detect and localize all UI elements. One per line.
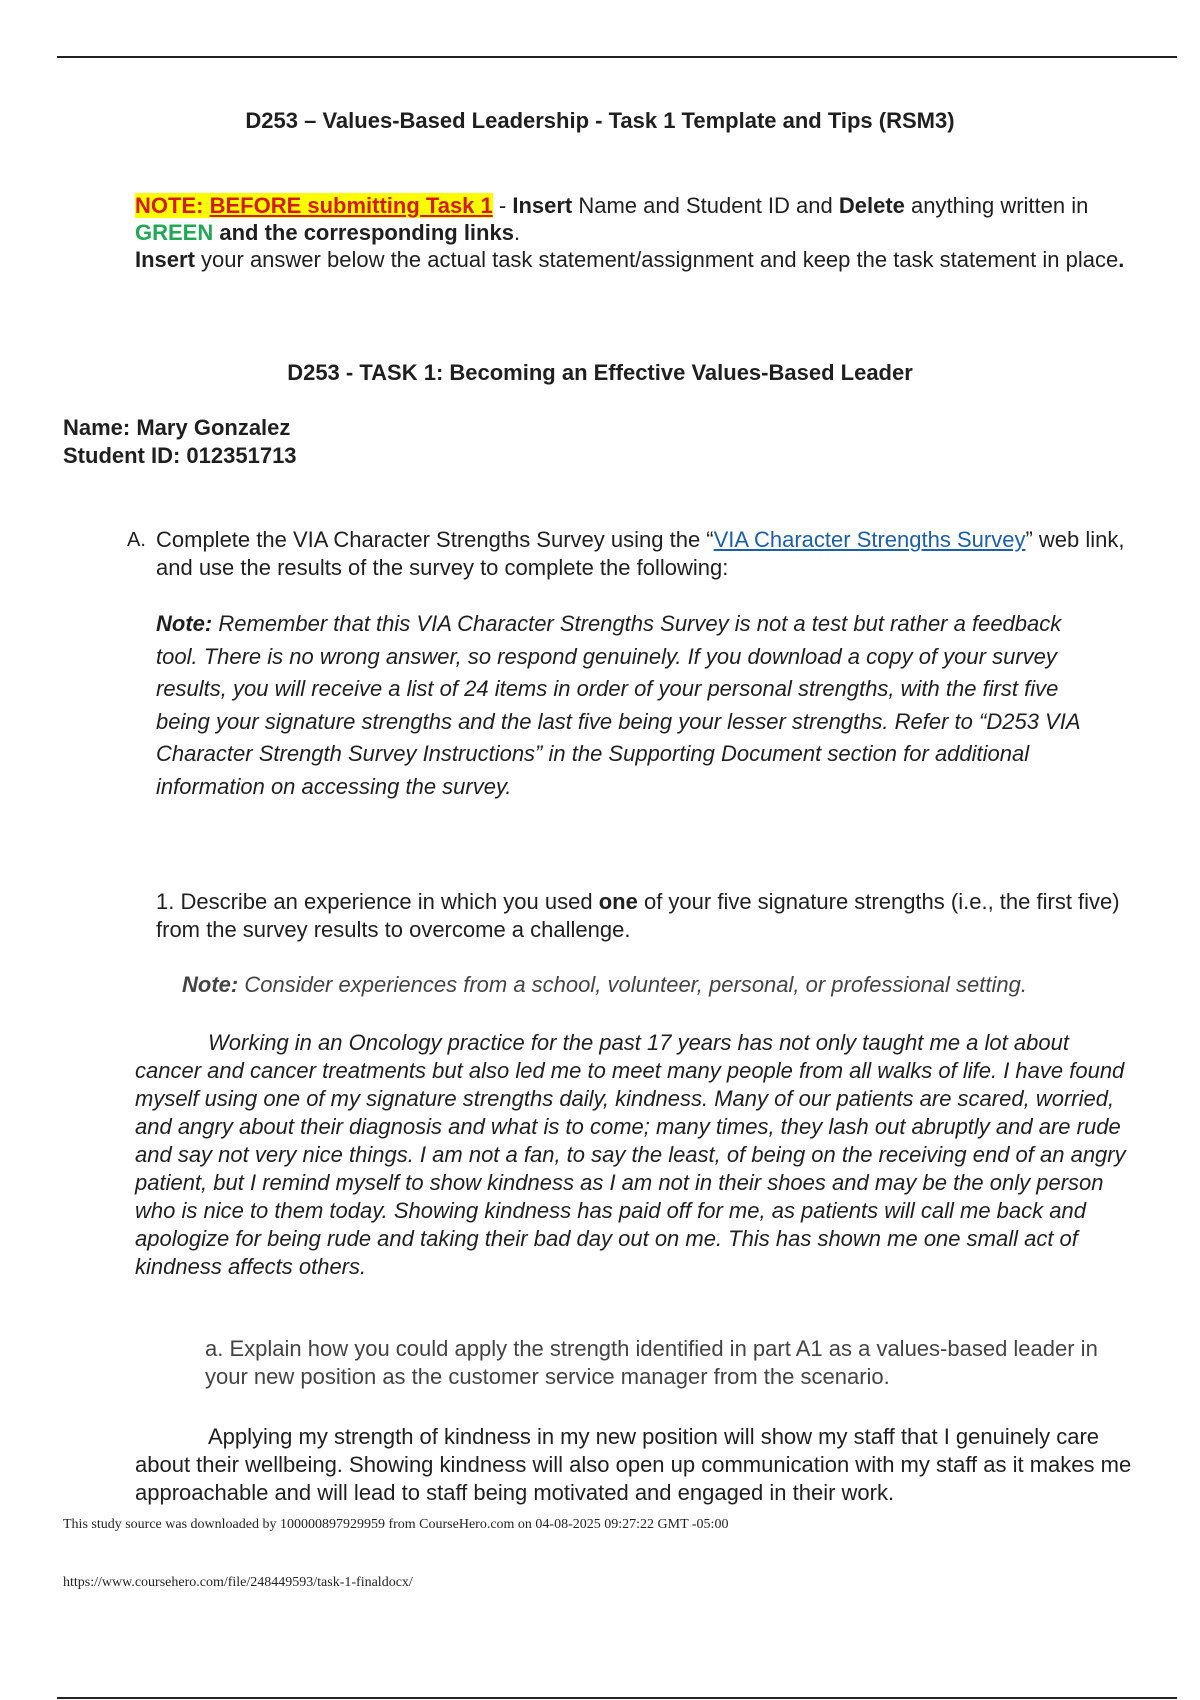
student-name: Name: Mary Gonzalez <box>63 415 291 440</box>
via-survey-link[interactable]: VIA Character Strengths Survey <box>713 527 1026 552</box>
top-rule <box>57 56 1177 58</box>
source-url[interactable]: https://www.coursehero.com/file/248449593/task-1-finaldocx/ <box>63 1575 413 1590</box>
task-title: D253 - TASK 1: Becoming an Effective Values-Based Leader <box>287 360 913 385</box>
part-a-marker: A. <box>127 529 146 551</box>
document-title: D253 – Values-Based Leadership - Task 1 Template and Tips (RSM3) <box>245 108 955 133</box>
download-notice: This study source was downloaded by 100000897929959 from CourseHero.com on 04-08-2025 09:27:22 GMT -05:00 <box>63 1517 729 1532</box>
question-1: 1. Describe an experience in which you used one of your five signature strengths (i.e., the first five) from the survey results to overcome a challenge. <box>156 889 1120 942</box>
bottom-rule <box>57 1697 1177 1699</box>
question-1-note: Note: Consider experiences from a school, volunteer, personal, or professional setting. <box>182 972 1027 997</box>
submission-note: NOTE: BEFORE submitting Task 1 - Insert Name and Student ID and Delete anything written in GREEN and the corresponding links. Insert your answer below the actual task statement/assignment and keep the task statement in place. <box>135 193 1125 272</box>
note-highlight: NOTE: BEFORE submitting Task 1 <box>135 193 493 218</box>
survey-note: Note: Remember that this VIA Character Strengths Survey is not a test but rather a feedback tool. There is no wrong answer, so respond genuinely. If you download a copy of your survey results, you will receive a list of 24 items in order of your personal strengths, with the first five being your signature strengths and the last five being your lesser strengths. Refer to “D253 VIA Character Strength Survey Instructions” in the Supporting Document section for additional information on accessing the survey. <box>156 611 1080 799</box>
question-1a: a. Explain how you could apply the strength identified in part A1 as a values-based leader in your new position as the customer service manager from the scenario. <box>205 1336 1098 1389</box>
student-info <box>63 414 297 470</box>
green-word: GREEN <box>135 220 214 245</box>
part-a: A. Complete the VIA Character Strengths Survey using the “VIA Character Strengths Survey” web link, and use the results of the survey to complete the following: <box>127 527 1125 580</box>
answer-1: Working in an Oncology practice for the past 17 years has not only taught me a lot about cancer and cancer treatments but also led me to meet many people from all walks of life. I have found myself using one of my signature strengths daily, kindness. Many of our patients are scared, worried, and angry about their diagnosis and what is to come; many times, they lash out abruptly and are rude and say not very nice things. I am not a fan, to say the least, of being on the receiving end of an angry patient, but I remind myself to show kindness as I am not in their shoes and may be the only person who is nice to them today. Showing kindness has paid off for me, as patients will call me back and apologize for being rude and taking their bad day out on me. This has shown me one small act of kindness affects others. <box>135 1030 1126 1279</box>
student-id: Student ID: 012351713 <box>63 443 297 468</box>
answer-1a: Applying my strength of kindness in my new position will show my staff that I genuinely care about their wellbeing. Showing kindness will also open up communication with my staff as it makes me approachable and will lead to staff being motivated and engaged in their work. <box>135 1424 1132 1505</box>
